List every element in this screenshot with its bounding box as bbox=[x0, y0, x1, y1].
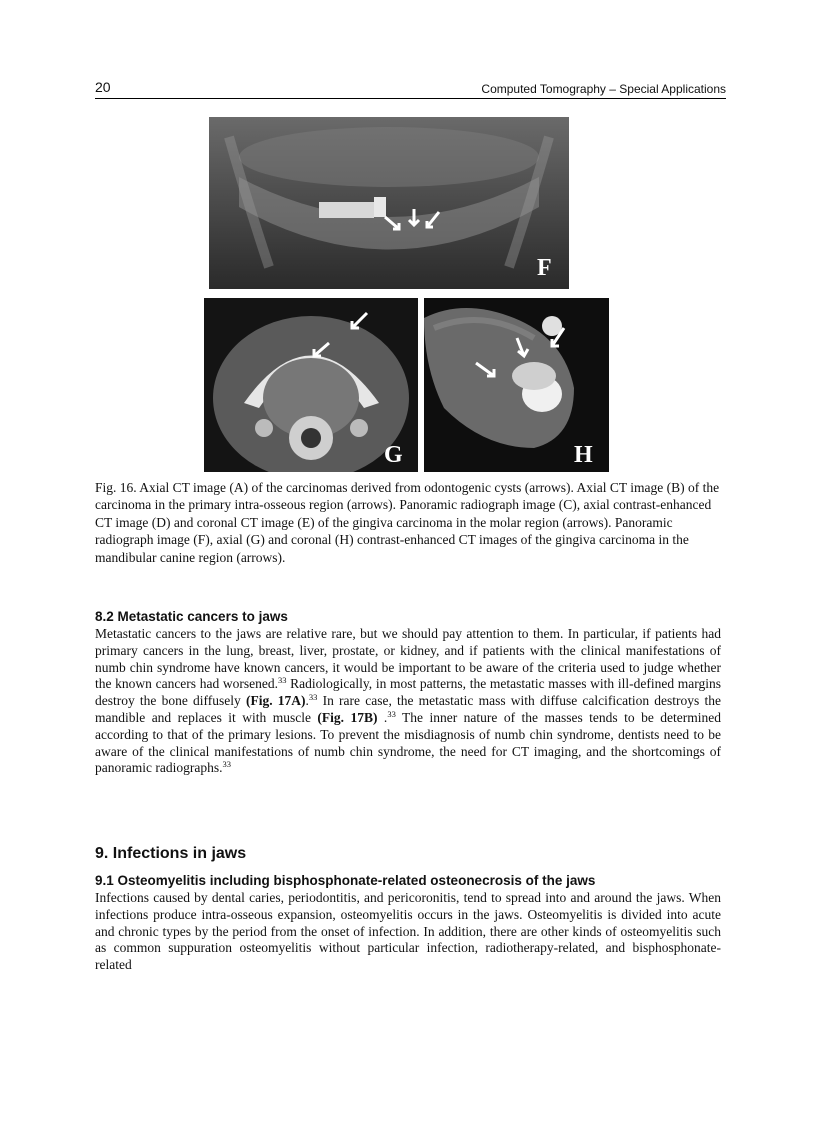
figure-ref-17b: (Fig. 17B) bbox=[317, 709, 378, 725]
running-title: Computed Tomography – Special Applications bbox=[481, 82, 726, 96]
section-8-2-paragraph: Metastatic cancers to the jaws are relative rare, but we should pay attention to them. In particular, if patients had primary cancers in the lung, breast, liver, prostate, or kidney, and if patients with the clinical manifestations of numb chin syndrome have known cancers, it would be important to be aware of the criteria used to judge whether the known cancers had worsened.$^{33}$ Radiologically, in most patterns, the metastatic masses with ill-defined margins destroy the bone diffusely (Fig. 17A).$^{33}$ In rare case, the metastatic mass with diffuse calcification destroys the mandible and replaces it with muscle (Fig. 17B) .$^{33}$ The inner nature of the masses tends to be determined according to that of the primary lesions. To prevent the misdiagnosis of numb chin syndrome, dentists need to be aware of the clinical manifestations of numb chin syndrome, the need for CT imaging, and the shortcomings of panoramic radiographs.$^{33}$ bbox=[95, 626, 721, 776]
panel-label-g: G bbox=[384, 442, 403, 468]
figure-panel-f bbox=[209, 117, 569, 289]
figure-panel-g bbox=[204, 298, 418, 472]
section-heading-9-1: 9.1 Osteomyelitis including bisphosphonate-related osteonecrosis of the jaws bbox=[95, 873, 596, 888]
figure-caption bbox=[95, 479, 727, 566]
caption-text: Fig. 16. Axial CT image (A) of the carcinomas derived from odontogenic cysts (arrows). Axial CT image (B) of the carcinoma in the primary intra-osseous region (arrows). Panoramic radiograph image (C), axial contrast-enhanced CT image (D) and coronal CT image (E) of the gingiva carcinoma in the molar region (arrows). Panoramic radiograph image (F), axial (G) and coronal (H) contrast-enhanced CT images of the gingiva carcinoma in the mandibular canine region (arrows). bbox=[95, 480, 720, 565]
panel-label-h: H bbox=[574, 442, 593, 468]
panoramic-radiograph-image bbox=[209, 117, 569, 289]
figure-panel-h bbox=[424, 298, 609, 472]
section-heading-8-2: 8.2 Metastatic cancers to jaws bbox=[95, 609, 288, 624]
section-9-1-paragraph: Infections caused by dental caries, periodontitis, and pericoronitis, tend to spread into and around the jaws. When infections produce intra-osseous expansion, osteomyelitis occurs in the jaws. Osteomyelitis is divided into acute and chronic types by the period from the onset of infection. In addition, there are other kinds of osteomyelitis such as common suppuration osteomyelitis without particular infection, radiotherapy-related, and bisphosphonate-related bbox=[95, 890, 721, 973]
page-number: 20 bbox=[95, 79, 111, 95]
figure-ref-17a: (Fig. 17A) bbox=[245, 693, 306, 709]
section-heading-9: 9. Infections in jaws bbox=[95, 845, 247, 862]
panel-label-f: F bbox=[537, 255, 552, 281]
running-header bbox=[95, 79, 726, 99]
